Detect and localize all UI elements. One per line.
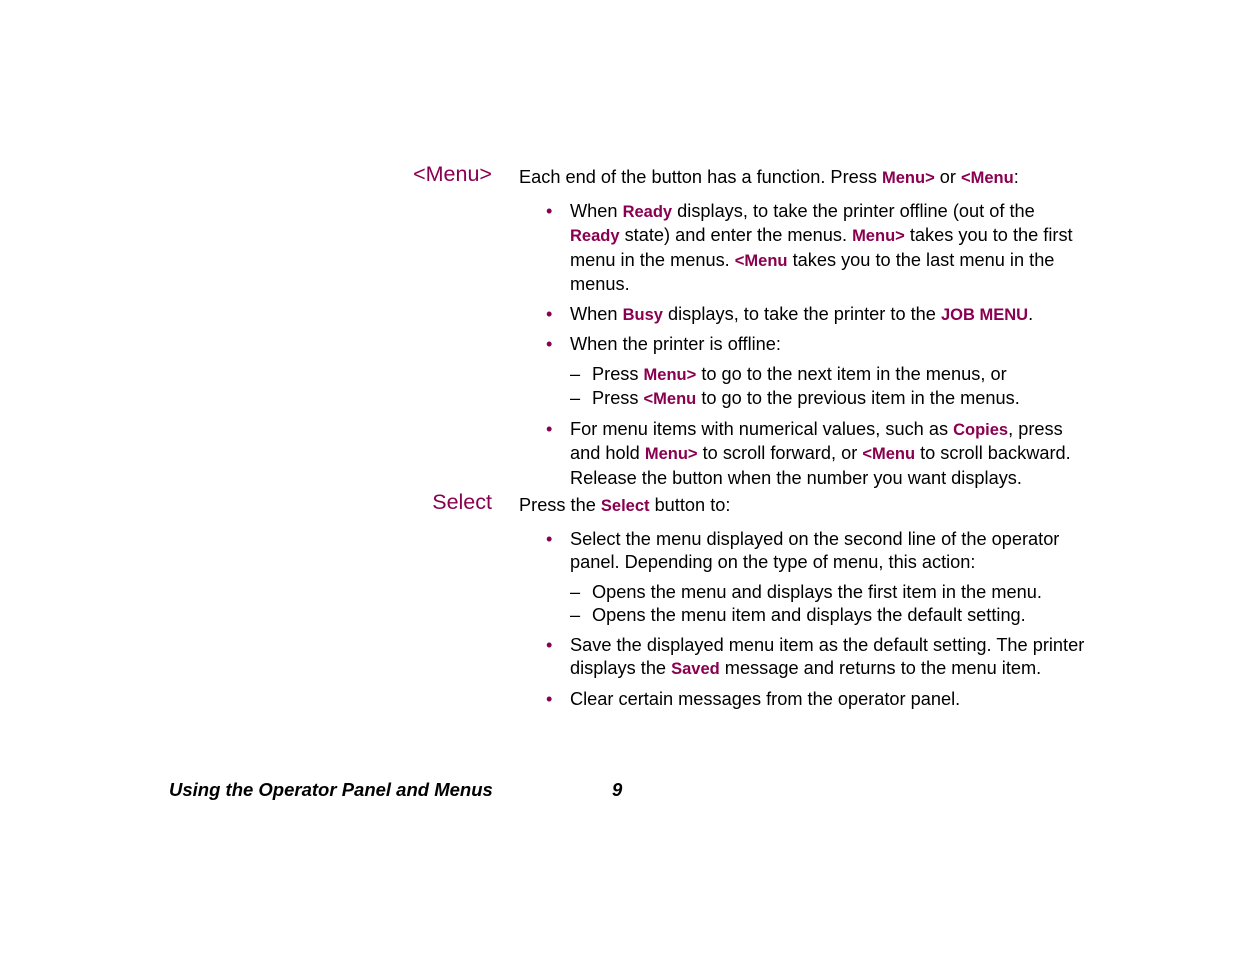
select-intro: Press the Select button to: [519, 495, 731, 515]
key-label: Ready [622, 202, 673, 221]
key-label: Select [600, 497, 650, 515]
key-label: <Menu [734, 251, 788, 270]
footer-title: Using the Operator Panel and Menus [169, 779, 493, 800]
list-item: • When the printer is offline: – Press Menu> to go to the next item in the menus, or – Press <Menu to go to the previous item in the menus. [519, 333, 1089, 412]
list-item: • When Busy displays, to take the printer to the JOB MENU. [519, 303, 1089, 328]
key-label: Busy [622, 305, 663, 324]
key-label: Saved [671, 660, 720, 678]
dash-item: – Opens the menu item and displays the default setting. [570, 604, 1089, 628]
key-label: Menu> [881, 169, 935, 187]
menu-section [519, 166, 1089, 496]
key-label: <Menu [862, 445, 916, 463]
key-label: <Menu [960, 169, 1014, 187]
select-heading: Select [432, 490, 492, 514]
key-label: Ready [570, 227, 620, 245]
key-label: Menu> [644, 445, 698, 463]
dash-item: – Opens the menu and displays the first item in the menu. [570, 581, 1089, 605]
list-item: • Save the displayed menu item as the default setting. The printer displays the Saved message and returns to the menu item. [519, 634, 1089, 682]
menu-heading: <Menu> [413, 162, 492, 186]
list-item: • For menu items with numerical values, such as Copies, press and hold Menu> to scroll forward, or <Menu to scroll backward. Release the button when the number you want displays. [519, 418, 1089, 491]
select-section [519, 494, 1089, 717]
menu-intro: Each end of the button has a function. Press Menu> or <Menu: [519, 167, 1019, 187]
key-label: Menu> [643, 365, 697, 384]
dash-item: – Press <Menu to go to the previous item in the menus. [570, 387, 1089, 412]
page-number: 9 [612, 779, 623, 800]
key-label: Copies [953, 420, 1009, 439]
select-dash-list [570, 581, 1089, 628]
key-label: JOB MENU [940, 305, 1029, 324]
list-item: • Select the menu displayed on the second line of the operator panel. Depending on the type of menu, this action: – Opens the menu and displays the first item in the menu. – Opens the menu item and displays the default setting. [519, 528, 1089, 628]
menu-bullet-list [519, 200, 1089, 491]
dash-item: – Press Menu> to go to the next item in the menus, or [570, 363, 1089, 388]
key-label: Menu> [852, 227, 905, 245]
key-label: <Menu [643, 390, 697, 408]
offline-dash-list [570, 363, 1089, 412]
list-item: • Clear certain messages from the operator panel. [519, 688, 1089, 712]
select-bullet-list [519, 528, 1089, 712]
list-item: • When Ready displays, to take the printer offline (out of the Ready state) and enter the menus. Menu> takes you to the first menu in the menus. <Menu takes you to the last menu in the menus. [519, 200, 1089, 297]
